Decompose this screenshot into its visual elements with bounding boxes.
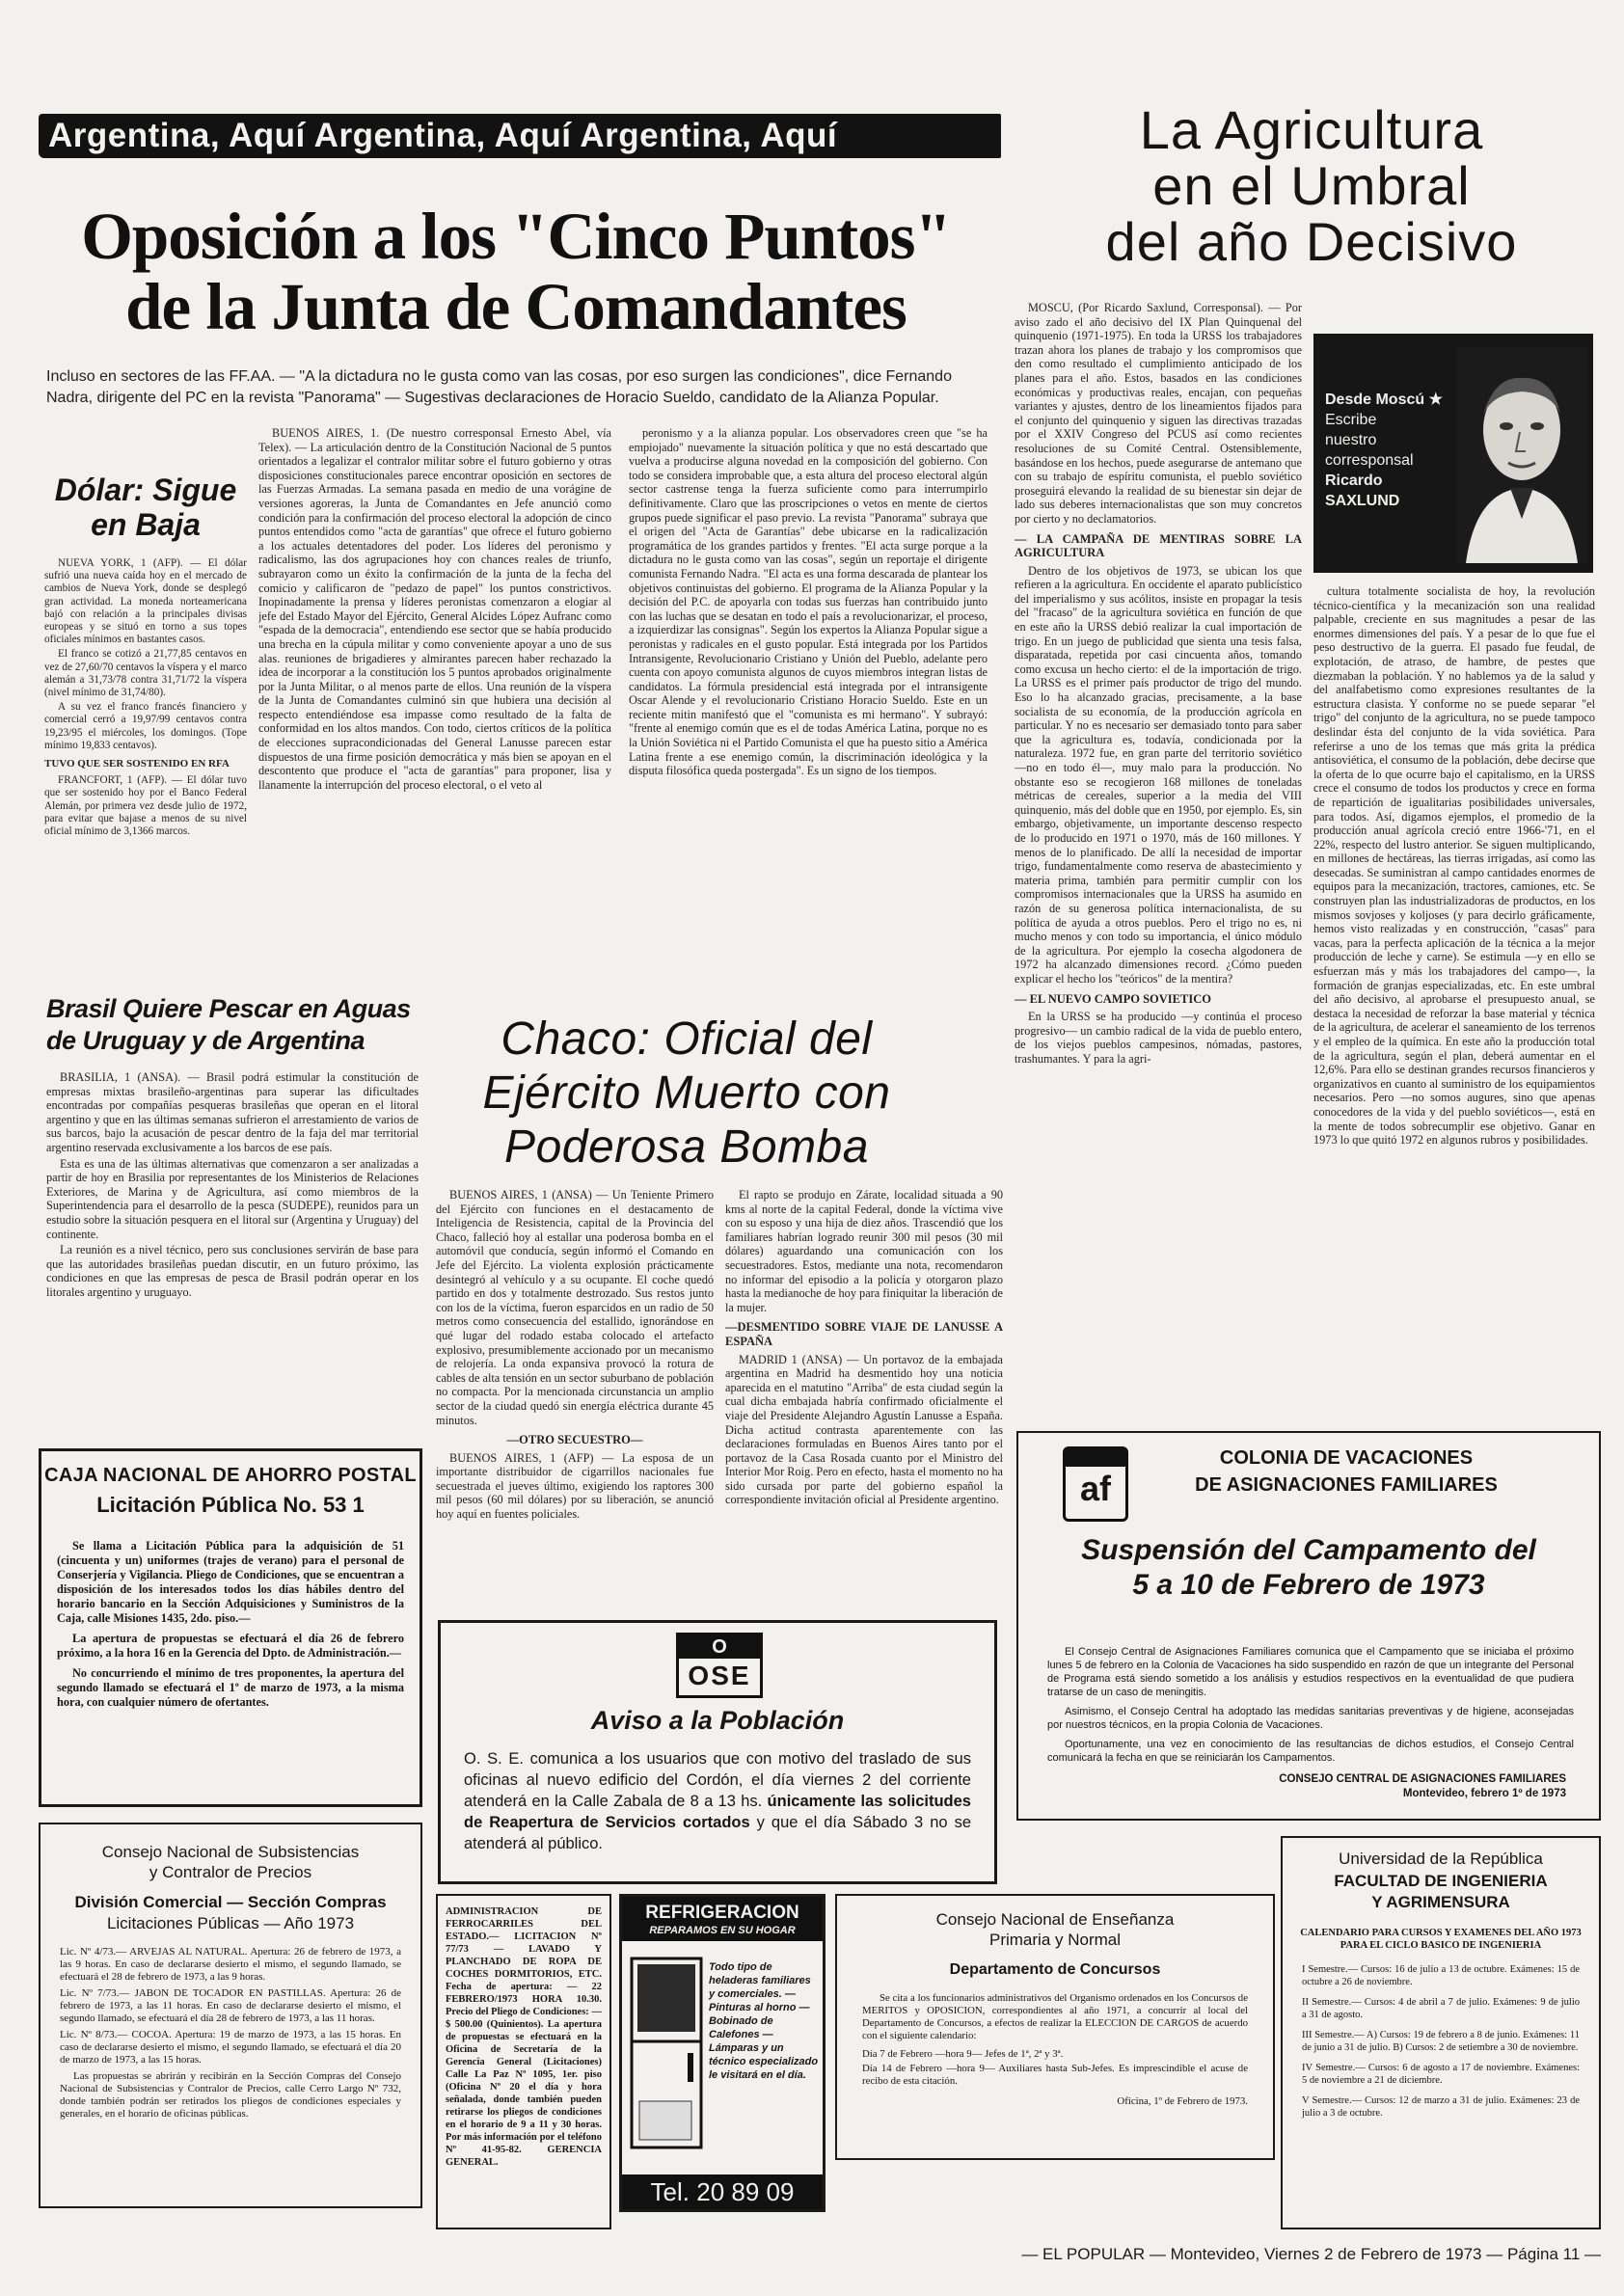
universidad-item: V Semestre.— Cursos: 12 de marzo a 31 de julio. Exámenes: 23 de julio a 3 de octubre. [1302, 2095, 1580, 2119]
ensenanza-subtitle: Departamento de Concursos [949, 1961, 1161, 1978]
main-headline-line1: Oposición a los "Cinco Puntos" [81, 200, 951, 273]
subsistencias-subtitle [41, 1892, 420, 1934]
byline-text [1325, 390, 1450, 511]
ensenanza-p2: Día 7 de Febrero —hora 9— Jefes de 1ª, 2ª y 3ª. [862, 2048, 1064, 2060]
agricultura-headline-line1: La Agricultura [1139, 99, 1484, 160]
brasil-p1: BRASILIA, 1 (ANSA). — Brasil podrá estimular la constitución de empresas mixtas brasileño-argentinas para superar las dificultades encontradas por compañías pesqueras brasileñas que operan en el litoral argentino y que en las últimas semanas sufrieron el arrestamiento de varios de sus barcos, bajo la acusación de pescar dentro de la faja del mar territorial argentino reservada exclusivamente a los barcos de ese país. [46, 1070, 419, 1154]
universidad-list [1302, 1963, 1580, 2120]
page-footer: — EL POPULAR — Montevideo, Viernes 2 de Febrero de 1973 — Página 11 — [1021, 2245, 1601, 2263]
refrigeracion-subtitle: REPARAMOS EN SU HOGAR [649, 1925, 796, 1936]
main-article-col1 [258, 426, 611, 984]
banner-text: Argentina, Aquí Argentina, Aquí Argentina, Aquí [48, 117, 838, 154]
refrigeracion-body: Todo tipo de heladeras familiares y comerciales. — Pinturas al horno — Bobinado de Calefones — Lámparas y un técnico especializado le visitará en el día. [709, 1961, 819, 2081]
colonia-p3: Oportunamente, una vez en conocimiento de las resultancias de dichos estudios, el Consejo Central comunicará la fecha en que se reiniciarán los Campamentos. [1047, 1739, 1574, 1764]
universidad-title-line2: FACULTAD DE INGENIERIA [1334, 1872, 1548, 1890]
byline-line1: Desde Moscú ★ [1325, 392, 1443, 408]
chaco-headline: Chaco: Oficial del Ejército Muerto con Poderosa Bomba [482, 1013, 891, 1173]
byline-line5: Ricardo [1325, 473, 1383, 489]
universidad-item: III Semestre.— A) Cursos: 19 de febrero a 8 de junio. Exámenes: 11 de junio a 31 de julio. B) Cursos: 2 de setiembre a 30 de noviembre. [1302, 2030, 1580, 2053]
universidad-title-line3: Y AGRIMENSURA [1371, 1893, 1510, 1911]
refrigeracion-ad [619, 1894, 826, 2212]
main-deck: Incluso en sectores de las FF.AA. — "A la dictadura no le gusta como van las cosas, por eso surgen las condiciones", dice Fernando Nadra, dirigente del PC en la revista "Panorama" — Sugestivas declaraciones de Horacio Sueldo, candidato de la Alianza Popular. [46, 368, 952, 406]
refrigerator-image [630, 1957, 703, 2149]
ensenanza-p3: Día 14 de Febrero —hora 9— Auxiliares hasta Sub-Jefes. Es imprescindible el acuse de recibo de esta citación. [862, 2063, 1248, 2087]
universidad-ad [1281, 1836, 1601, 2229]
colonia-headline-line2: 5 a 10 de Febrero de 1973 [1132, 1569, 1485, 1601]
agricultura-col1 [1015, 301, 1302, 1448]
ose-logo [676, 1633, 763, 1698]
byline-line3: nuestro [1325, 432, 1377, 448]
byline-line6: SAXLUND [1325, 493, 1400, 509]
colonia-signature [1279, 1772, 1566, 1801]
ensenanza-ad [835, 1894, 1275, 2160]
subsistencias-subtitle-line1: División Comercial — Sección Compras [74, 1893, 387, 1911]
brasil-headline: Brasil Quiere Pescar en Aguas de Uruguay y de Argentina [46, 994, 411, 1055]
colonia-headline-line1: Suspensión del Campamento del [1081, 1534, 1536, 1566]
dolar-p4: FRANCFORT, 1 (AFP). — El dólar tuvo que ser sostenido hoy por el Banco Federal Alemán, por primera vez desde julio de 1972, para evitar que bajase a menos de su nivel oficial mínimo de 3,1366 marcos. [44, 774, 247, 838]
ensenanza-title [837, 1909, 1273, 1950]
caja-ad [39, 1448, 422, 1807]
ose-body [464, 1748, 971, 1854]
ensenanza-body [862, 1992, 1248, 2108]
chaco-subhead2: —DESMENTIDO SOBRE VIAJE DE LANUSSE A ESPAÑA [725, 1320, 1003, 1348]
universidad-subtitle: CALENDARIO PARA CURSOS Y EXAMENES DEL AÑO 1973 PARA EL CICLO BASICO DE INGENIERIA [1300, 1928, 1582, 1951]
main-headline-line2: de la Junta de Comandantes [125, 270, 907, 343]
colonia-title-line2: DE ASIGNACIONES FAMILIARES [1195, 1474, 1498, 1496]
ensenanza-p1: Se cita a los funcionarios administrativos del Organismo ordenados en los Concursos de MERITOS y OPOSICION, correspondientes al año 1971, a concurrir al local del Departamento de Concursos, a efectos de realizar la ELECCION DE CARGOS de acuerdo con el siguiente calendario: [862, 1992, 1248, 2041]
colonia-p1: El Consejo Central de Asignaciones Familiares comunica que el Campamento que se iniciaba el próximo lunes 5 de febrero en la Colonia de Vacaciones ha sido suspendido en razón de que un integrante del Personal de Programa está siendo sometido a los análisis y estudios respectivos en la eventualidad de que pudiera tratarse de un caso de meningitis. [1047, 1646, 1574, 1698]
universidad-title [1283, 1848, 1599, 1913]
ose-logo-bottom: OSE [688, 1661, 751, 1690]
universidad-item: IV Semestre.— Cursos: 6 de agosto a 17 de noviembre. Exámenes: 5 de noviembre a 21 de diciembre. [1302, 2063, 1580, 2086]
byline-line2: Escribe [1325, 412, 1377, 428]
chaco-col2 [725, 1188, 1003, 1670]
subsistencias-subtitle-line2: Licitaciones Públicas — Año 1973 [106, 1914, 355, 1932]
subsistencias-item: Lic. Nº 4/73.— ARVEJAS AL NATURAL. Apertura: 26 de febrero de 1973, a las 9 horas. En caso de declararse desierto el mismo, el segundo llamado, se efectuará el 28 de febrero de 1973, a las 9 horas. [60, 1946, 401, 1983]
caja-p1: Se llama a Licitación Pública para la adquisición de 51 (cincuenta y un) uniformes (trajes de verano) para el personal de Conserjería y Vigilancia. Pliego de Condiciones, que se encuentran a disposición de los interesados todos los días hábiles dentro del horario bancario en la Sección Adquisiciones y Suministros de la Caja, calle Misiones 1435, 2do. piso.— [57, 1539, 404, 1625]
afe-text: ADMINISTRACION DE FERROCARRILES DEL ESTADO.— LICITACION Nº 77/73 — LAVADO Y PLANCHADO DE ROPA DE COCHES DORMITORIOS, ETC. Fecha de apertura: — 22 FEBRERO/1973 HORA 10.30. Precio del Pliego de Condiciones: — $ 500.00 (Quinientos). La apertura de propuestas se efectuará en la Oficina de Secretaría de la Gerencia General (Licitaciones) Calle La Paz Nº 1095, 1er. piso (Oficina Nº 20 el día y hora señalada, donde también pueden retirarse los pliegos de condiciones en el horario de 9 a 11 y 30 horas. Por más información por el teléfono Nº 41-95-82. GERENCIA GENERAL. [446, 1906, 602, 2168]
subsistencias-title-line1: Consejo Nacional de Subsistencias [101, 1843, 360, 1861]
colonia-signature-text: CONSEJO CENTRAL DE ASIGNACIONES FAMILIARES [1279, 1773, 1566, 1785]
dolar-article [44, 557, 247, 840]
ose-text-bold: únicamente las solicitudes de Reapertura de Servicios cortados [464, 1793, 971, 1831]
dolar-p1: NUEVA YORK, 1 (AFP). — El dólar sufrió una nueva caída hoy en el mercado de cambios de Nueva York, donde se desplegó gran actividad. La moneda norteamericana bajó con relación a la principales divisas europeas y se situó en torno a sus topes oficiales mínimos en bastantes casos. [44, 557, 247, 646]
subsistencias-list [60, 1946, 401, 2120]
refrigeracion-header [622, 1897, 823, 1941]
ensenanza-title-line1: Consejo Nacional de Enseñanza [935, 1910, 1175, 1929]
ose-headline: Aviso a la Población [590, 1706, 845, 1735]
agricultura-col2 [1313, 584, 1595, 1452]
agricultura-col2-text: cultura totalmente socialista de hoy, la revolución técnico-científica y la mecanización son una realidad palpable, creciente en sus magnitudes a pesar de las enormes dimensiones del país. Y a pesar de lo que fue el peso destructivo de la guerra. El pasado fue feudal, de explotación, de atraso, de hambre, de pestes que diezmaban la población. Y no hablemos ya de la salud y del analfabetismo como expresiones resultantes de la estructura clasista. Y conforme no se puede separar "el trigo" del conjunto de la agricultura, no se puede tampoco deslindar ésta del conjunto de la vida soviética. Para referirse a uno de los temas que más grita la prédica antisoviética, el consumo de la población, debe decirse que la oferta de lo que ocurre bajo el capitalismo, en la URSS crece el consumo de todos los productos y crece en forma de repartición de igualitarias posibilidades universales, para todos. Así, digamos ejemplos, el promedio de la producción anual agrícola creció entre 1966-'71, en el 22%, respecto del lustro anterior. Se siguen multiplicando, en millones de hectáreas, las tierras irrigadas, así como las desecadas. Se suministran al campo cantidades enormes de equipos para la mecanización, tractores, camiones, etc. Se construyen plan las industrializadoras de productos, en los mismos sovjoses y koljoses (y para decirlo gráficamente, hemos visto realizadas y en construcción, "casas" para vacas, para la perfecta aplicación de la técnica a la mejor producción de leche y carne). Se estimula —y en ello se esfuerzan más y más los trabajadores del campo—, la formación de granjas especializadas, etc. En este umbral del año decisivo, al aprobarse el presupuesto anual, se destaca la necesidad de reforzar la base material y técnica de la agricultura, de acelerar el saneamiento de los terrenos y el empleo de la química. En este año la producción total de la agricultura, según el plan, deberá aumentar en el 12,6%. Para ello se destinan grandes recursos financieros y organizativos en cuanto al suministro de los equipamientos necesarios. Pero —no somos augures, sino que apenas conocedores de la vida y del pueblo soviéticos—, está en la mente de todos sobrecumplir ese objetivo. Ganar en 1973 lo que quitó 1972 en algunos rubros y posibilidades. [1313, 584, 1595, 1148]
agricultura-col1b-text: Dentro de los objetivos de 1973, se ubican los que refieren a la agricultura. En occidente el aparato publicístico del imperialismo y sus acólitos, insiste en propagar la tesis del "fracaso" de la agricultura soviética en función de que en este año la URSS debió realizar la cual importación de trigo. En un juego de publicidad que sienta una tesis falsa, disparatada, repetida por casi cincuenta años, tomando como excusa un hecho cierto: el de la importación de trigo. La URSS es el primer país productor de trigo del mundo. Eso lo ha alcanzado gracias, precisamente, a la base socialista de su economía, de la producción agrícola en particular. Y no es necesario ser demasiado tonto para saber que la agricultura es, todavía, condicionada por la naturaleza. 1972 fue, en gran parte del territorio soviético —no en todo él—, muy malo para la producción. No obstante eso se recogieron 168 millones de toneladas métricas de cereales, superior a la media del VIII quinquenio, más del doble que en 1950, por ejemplo. Es, sin embargo, objetivamente, un importante descenso respecto de lo producido en 1971 o 1970, más de 160 millones. Y menos de lo planificado. De allí la necesidad de importar trigo, fundamentalmente como reserva de abastecimiento y materia prima, también para permitir cumplir con los compromisos internacionales que la URSS ha asumido en razón de su generosa política internacionalista, de su política de ayuda a otros pueblos. Pero el trigo no es, ni mucho menos y con todo su importancia, el único módulo de la agricultura. Por ejemplo la cosecha algodonera de 1972 ha alcanzado dimensiones record. ¿Cómo pueden explicar el hecho los "teóricos" de la mentira? [1015, 563, 1302, 986]
refrigeracion-title: REFRIGERACION [645, 1903, 799, 1923]
ose-ad [438, 1620, 997, 1884]
colonia-title-line1: COLONIA DE VACACIONES [1219, 1447, 1474, 1469]
universidad-item: I Semestre.— Cursos: 16 de julio a 13 de octubre. Exámenes: 15 de octubre a 26 de noviembre. [1302, 1964, 1580, 1987]
chaco-col1 [436, 1188, 714, 1670]
subsistencias-title-line2: y Contralor de Precios [149, 1863, 312, 1881]
byline-box [1313, 334, 1593, 573]
ose-logo-top: O [679, 1635, 760, 1659]
refrigeracion-phone: Tel. 20 89 09 [622, 2174, 823, 2209]
agricultura-col1-text: MOSCU, (Por Ricardo Saxlund, Corresponsal). — Por aviso zado el año decisivo del IX Plan Quinquenal del quinquenio (1971-1975). En toda la URSS los trabajadores trazan ahora los planes de trabajo y los compromisos que den como resultado el cumplimiento anticipado de los planes para el año. Estos, basados en las condiciones económicas y productivas reales, encajan, con pequeñas variantes y ajustes, dentro de los lineamientos fijados para el conjunto del quinquenio y siguen las directivas trazadas por el XXIV Congreso del PCUS así como recientes resoluciones de su Comité Central. Ostensiblemente, basándose en los hechos, puede asegurarse de antemano que con su trabajo de espíritu comunista, el pueblo soviético proseguirá elevando la realidad de su bienestar sin dejar de lado sus deberes internacionalistas que son muy concretos por cierto y no declamatorios. [1015, 301, 1302, 526]
main-headline [29, 200, 1003, 343]
agricultura-subhead2: — EL NUEVO CAMPO SOVIETICO [1015, 991, 1211, 1006]
main-article-col2 [629, 426, 988, 984]
portrait-photo [1456, 347, 1587, 563]
chaco-subhead1: —OTRO SECUESTRO— [506, 1433, 643, 1447]
dolar-headline [44, 473, 247, 542]
subsistencias-item: Las propuestas se abrirán y recibirán en la Sección Compras del Consejo Nacional de Subsistencias y Contralor de Precios, calle Cerro Largo Nº 732, donde también podrán ser retirados los pliegos de condiciones especiales y generales, en el horario de oficinas públicas. [60, 2070, 401, 2120]
dolar-p2: El franco se cotizó a 21,77,85 centavos en vez de 27,60/70 centavos la víspera y el marco alemán a 31,73/78 contra 31,71/72 la víspera (nivel mínimo de 31,74/80). [44, 648, 247, 699]
subsistencias-ad [39, 1823, 422, 2208]
ensenanza-title-line2: Primaria y Normal [988, 1931, 1122, 1949]
universidad-title-line1: Universidad de la República [1339, 1850, 1543, 1868]
universidad-item: II Semestre.— Cursos: 4 de abril a 7 de julio. Exámenes: 9 de julio a 31 de agosto. [1302, 1997, 1580, 2020]
dolar-subhead: TUVO QUE SER SOSTENIDO EN RFA [44, 758, 230, 770]
chaco-col1b-text: BUENOS AIRES, 1 (AFP) — La esposa de un importante distribuidor de cigarrillos nacionales fue secuestrada el jueves último, exigiendo los raptores 300 mil pesos (60 mil dólares) por su liberación, se anunció hoy aquí en fuentes policiales. [436, 1450, 714, 1522]
main-col2-text: peronismo y a la alianza popular. Los observadores creen que "se ha empiojado" nuevamente la situación política y que no está descartado que vuelva a producirse alguna novedad en la composición del gobierno. Con todo se considera improbable que, a esta altura del proceso electoral algún sector castrense tenga la fuerza suficiente como para interrumpirlo definitivamente. Claro que las proscripciones o vetos en mente de ciertos grupos puede significar el paso previo. La revista "Panorama" subraya que el origen del "Acta de Garantías" debe ubicarse en la radicalización programática de los grandes partidos y frentes. "El acta surge porque a la dictadura no le gusta como van las cosas", según un reportaje el dirigente comunista Fernando Nadra. "El acta es una forma descarada de plantear los objetivos continuistas del gobierno. El programa de la Alianza Popular y la decisión del P.C. de apoyarla con todas sus fuerzas han contribuido junto con las luchas que se desatan en todo el país a revolucionarizar, el proceso, a izquierdizar las consignas". Según los expertos la Alianza Popular sigue a peronistas y radicales en el gusto popular. Está integrada por los Partidos Intransigente, Revolucionario Cristiano y Unión del Pueblo, adelante pero cuenta con apoyo comunista algunos de cuyos miembros integran listas de candidatos. La fórmula presidencial está integrada por el intransigente Oscar Alende y el revolucionario Cristiano Horacio Sueldo. Este en un reciente mitin manifestó que el "comunista es mi hermano". Y subrayó: "frente al enemigo común que es el de todas América Latina, porque no es la Unión Soviética ni el Partido Comunista el que ha puesto sitio a América Latina frente a ese enemigo común, la discriminación ideológica y la disputa filosófica queda postergada". Es un signo de los tiempos. [629, 426, 988, 778]
afe-ad [436, 1894, 611, 2229]
colonia-title [1134, 1445, 1558, 1499]
caja-p2: La apertura de propuestas se efectuará el día 26 de febrero próximo, a la hora 16 en la Gerencia del Dpto. de Administración.— [57, 1632, 404, 1660]
ensenanza-footer: Oficina, 1º de Febrero de 1973. [1117, 2095, 1248, 2107]
caja-subtitle: Licitación Pública No. 53 1 [96, 1493, 365, 1517]
agricultura-subhead1: — LA CAMPAÑA DE MENTIRAS SOBRE LA AGRICULTURA [1015, 531, 1302, 560]
agricultura-headline-line3: del año Decisivo [1105, 211, 1518, 272]
colonia-headline [1028, 1533, 1589, 1603]
chaco-col1-text: BUENOS AIRES, 1 (ANSA) — Un Teniente Primero del Ejército con funciones en el destacamento de Inteligencia de Resistencia, capital de la Provincia del Chaco, falleció hoy al estallar una poderosa bomba en el automóvil que conducía, según informó el Comando en Jefe del Ejército. La violenta explosión prácticamente desintegró al vehículo y a su ocupante. El coche quedó partido en dos y totalmente destrozado. Sus restos junto con los de la víctima, fueron esparcidos en un radio de 50 metros como consecuencia del estallido, ignorándose en qué lugar del rodado estaba colocado el artefacto explosivo, presumiblemente accionado por un mecanismo de relojería. La onda expansiva provocó la rotura de cables de alta tensión en un sector suburbano de población no compacta. Por la mencionada circunstancia un amplio sector de la ciudad quedó sin energía eléctrica durante 45 minutos. [436, 1188, 714, 1427]
caja-body [57, 1539, 404, 1710]
agricultura-headline [1022, 99, 1601, 272]
banner [39, 114, 1001, 158]
dolar-p3: A su vez el franco francés financiero y comercial cerró a 19,97/99 centavos contra 19,23/95 el miércoles, los domingos. (Tope mínimo 19,833 centavos). [44, 701, 247, 751]
af-logo-text: af [1079, 1469, 1111, 1508]
af-logo [1063, 1446, 1128, 1522]
ose-text-plain: O. S. E. comunica a los usuarios que con motivo del traslado de sus oficinas al nuevo edificio del Cordón, el día viernes 2 del corriente atenderá en la Calle Zabala de 8 a 13 hs. [464, 1750, 971, 1810]
subsistencias-title [41, 1842, 420, 1882]
colonia-p2: Asimismo, el Consejo Central ha adoptado las medidas sanitarias preventivas y de higiene, aconsejadas por nuestros técnicos, en la propia Colonia de Vacaciones. [1047, 1706, 1574, 1731]
colonia-body [1047, 1645, 1574, 1767]
brasil-p3: La reunión es a nivel técnico, pero sus conclusiones servirán de base para que las autoridades brasileñas puedan discutir, en un futuro próximo, las condiciones en que las empresas de pesca de Brasil podrán operar en los litorales argentino y uruguayo. [46, 1243, 419, 1299]
byline-line4: corresponsal [1325, 452, 1414, 469]
main-col1-text: BUENOS AIRES, 1. (De nuestro corresponsal Ernesto Abel, vía Telex). — La articulación dentro de la Constitución Nacional de 5 puntos orientados a legalizar el contralor militar sobre el futuro gobierno y otras disposiciones constitucionales parece encontrar oposición en sectores de las Fuerzas Armadas. La semana pasada en medio de una vorágine de versiones agoreras, la Junta de Comandantes en Jefe anunció como condición para la confirmación del proceso electoral la adopción de cinco puntos entendidos como "acta de garantías" que ofrece el futuro gobierno a los actuales detentadores del poder. Los líderes del peronismo y radicalismo, las dos agrupaciones hoy con chances reales de triunfo, subrayaron como un éxito la confirmación de la junta de la fecha del comicio y calificaron de "pedazo de papel" los puntos constrictivos. Inopinadamente la prensa y líderes peronistas comenzaron a elogiar al jefe del Estado Mayor del Ejército, General Alcides López Aufranc como "espada de la democracia", entendiendo ese sector que se había producido una brecha en la cúpula militar y como conveniente apoyar a uno de sus alas. reuniones de brigadieres y almirantes parecen haber rechazado la idea de incorporar a la constitución los 5 puntos aprobados originalmente por la Junta Militar, o al menos parte de ellos. Una reunión de la víspera de la Junta de Comandantes culminó sin que hubiera una decisión al respecto entendiéndose esa impasse como resultado de la falta de conformidad en los altos mandos. Con todo, ciertos críticos de la política de elecciones supracondicionadas del General Lanusse parecen estar dispuestos de una firme posición democrática y más bien se apoyan en el descontento que produce el "acta de garantías" para proponer, lisa y llanamente la interrupción del proceso electoral, o el veto al [258, 426, 611, 792]
ose-text-end: y que el día Sábado 3 no se atenderá al público. [464, 1814, 971, 1852]
subsistencias-item: Lic. Nº 7/73.— JABON DE TOCADOR EN PASTILLAS. Apertura: 26 de febrero de 1973, a las 11 horas. En caso de declararse desierto el mismo, el segundo llamado, se efectuará el día 28 de febrero de 1973, a las 11 horas. [60, 1987, 401, 2024]
agricultura-headline-line2: en el Umbral [1152, 155, 1471, 216]
caja-title: CAJA NACIONAL DE AHORRO POSTAL [44, 1465, 417, 1486]
agricultura-col1c-text: En la URSS se ha producido —y continúa el proceso progresivo— un cambio radical de la vida de pueblo entero, de los viejos pueblos campesinos, nómadas, pastores, trashumantes. Y para la agri- [1015, 1010, 1302, 1066]
caja-p3: No concurriendo el mínimo de tres proponentes, la apertura del segundo llamado se efectuará el 1º de marzo de 1973, a la misma hora, con cualquier número de ofertantes. [57, 1666, 404, 1709]
subsistencias-item: Lic. Nº 8/73.— COCOA. Apertura: 19 de marzo de 1973, a las 15 horas. En caso de declararse desierto el mismo, el segundo llamado, se efectuará el día 20 de marzo de 1973, a las 15 horas. [60, 2029, 401, 2066]
chaco-col2-text: El rapto se produjo en Zárate, localidad situada a 90 kms al norte de la capital Federal, donde la víctima vive con su esposo y una hija de diez años. Trascendió que los familiares habrían logrado reunir 300 mil pesos (30 mil dólares) aguardando una comunicación con los secuestradores. Estos, mediante una nota, recomendaron no informar del episodio a la policía y otorgaron plazo hasta la medianoche de hoy para finiquitar la liberación de la mujer. [725, 1188, 1003, 1314]
brasil-p2: Esta es una de las últimas alternativas que comenzaron a ser analizadas a partir de hoy en Brasilia por representantes de los Ministerios de Relaciones Exteriores, de Marina y de Agricultura, así como miembros de la Superintendencia para el desarrollo de la pesca (SUDEPE), reunidos para un estudio sobre la situación pesquera en el litoral sur (Argentina y Uruguay) del continente. [46, 1156, 419, 1241]
brasil-article [46, 1070, 419, 1437]
chaco-col2b-text: MADRID 1 (ANSA) — Un portavoz de la embajada argentina en Madrid ha desmentido hoy una noticia aparecida en el matutino "Arriba" de esta ciudad según la cual dicha embajada habría confirmado oficialmente el viaje del Presidente Alejandro Agustín Lanusse a España. Dicha actitud contrasta aparentemente con las declaraciones formuladas en Buenos Aires tanto por el portavoz de la Casa Rosada cuanto por el Ministro del Interior Mor Roig. Pero en efecto, hasta el momento no ha sido cursada por parte del gobierno español la correspondiente invitación oficial al Presidente argentino. [725, 1352, 1003, 1507]
colonia-date: Montevideo, febrero 1º de 1973 [1402, 1788, 1566, 1799]
colonia-ad [1016, 1431, 1601, 1821]
dolar-headline-text: Dólar: Sigue en Baja [54, 473, 237, 542]
